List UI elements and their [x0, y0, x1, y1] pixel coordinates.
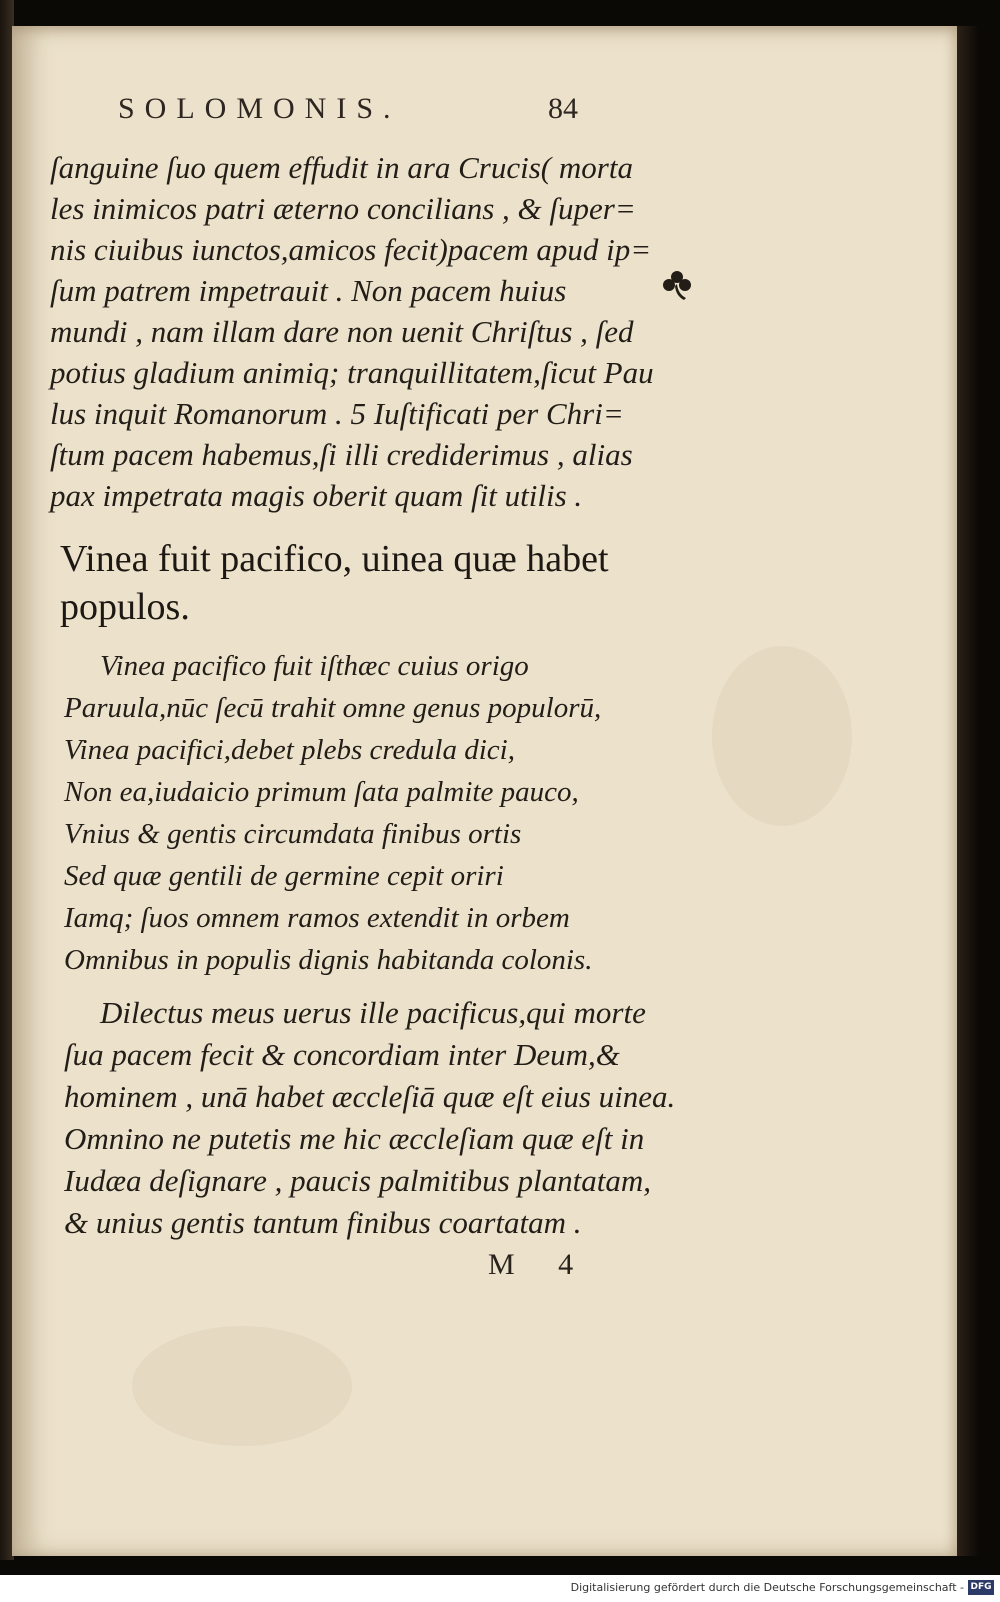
text-line: nis ciuibus iunctos,amicos fecit)pacem apud ip=: [50, 232, 652, 267]
funding-credit: Digitalisierung gefördert durch die Deutsche Forschungsgemeinschaft -: [570, 1581, 964, 1594]
text-line: ſua pacem fecit & concordiam inter Deum,&: [64, 1037, 620, 1072]
paper-stain: [132, 1326, 352, 1446]
text-line: les inimicos patri æterno concilians , & ſuper=: [50, 191, 636, 226]
text-line: lus inquit Romanorum . 5 Iuſtificati per Chri=: [50, 396, 624, 431]
verse-line: Iamq; ſuos omnem ramos extendit in orbem: [64, 902, 570, 934]
text-line: potius gladium animiq; tranquillitatem,ſicut Pau: [50, 355, 654, 390]
page-right-edge: [957, 26, 979, 1556]
verse-line: Sed quæ gentili de germine cepit oriri: [64, 860, 504, 892]
verse-line: Omnibus in populis dignis habitanda colonis.: [64, 944, 593, 976]
club-fleuron-icon: [660, 268, 694, 302]
text-line: ſtum pacem habemus,ſi illi crediderimus , alias: [50, 437, 633, 472]
footer-bar: [0, 1575, 1000, 1602]
page-header: [118, 92, 588, 132]
text-line: hominem , unā habet æccleſiā quæ eſt eius uinea.: [64, 1079, 676, 1114]
folio-number: 84: [548, 92, 578, 125]
text-line: Iudæa deſignare , paucis palmitibus plantatam,: [64, 1163, 651, 1198]
text-line: & unius gentis tantum finibus coartatam .: [64, 1205, 582, 1240]
verse-line: Paruula,nūc ſecū trahit omne genus populorū,: [64, 692, 602, 724]
heading-line: Vinea fuit pacifico, uinea quæ habet: [60, 538, 609, 580]
verse-line: Non ea,iudaicio primum ſata palmite pauco,: [64, 776, 579, 808]
text-line: ſum patrem impetrauit . Non pacem huius: [50, 273, 567, 308]
text-line: Dilectus meus uerus ille pacificus,qui morte: [100, 995, 646, 1030]
text-line: pax impetrata magis oberit quam ſit utilis .: [50, 478, 583, 513]
verse-line: Vinea pacifici,debet plebs credula dici,: [64, 734, 515, 766]
verse-line: Vnius & gentis circumdata finibus ortis: [64, 818, 522, 850]
signature-mark: M 4: [488, 1248, 592, 1281]
text-line: ſanguine ſuo quem effudit in ara Crucis( morta: [50, 150, 633, 185]
paper-stain: [712, 646, 852, 826]
text-line: mundi , nam illam dare non uenit Chriſtus , ſed: [50, 314, 634, 349]
heading-line: populos.: [60, 586, 190, 628]
text-line: Omnino ne putetis me hic æccleſiam quæ eſt in: [64, 1121, 645, 1156]
dfg-logo-icon: DFG: [968, 1580, 994, 1595]
running-head: SOLOMONIS.: [118, 92, 401, 125]
verse-line: Vinea pacifico fuit iſthæc cuius origo: [100, 650, 529, 682]
